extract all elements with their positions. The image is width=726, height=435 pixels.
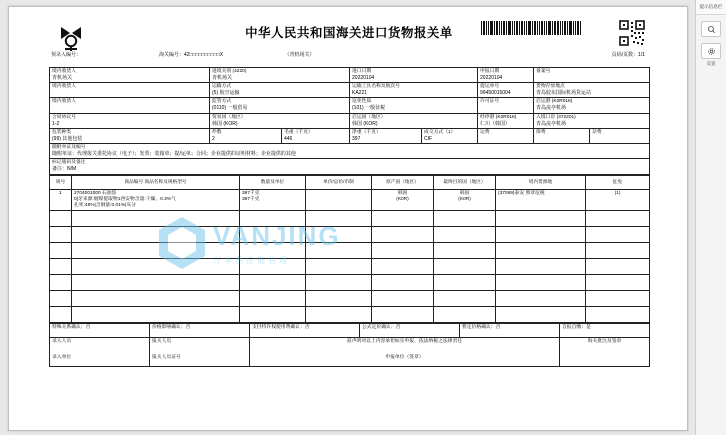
field-declare-date-label: 申报日期 xyxy=(480,69,500,74)
table-row xyxy=(50,306,650,322)
field-record-no-label: 备案号 xyxy=(536,69,551,74)
confirm-price-influence-label: 价格影响确认： xyxy=(152,324,186,330)
goods-blank-origin xyxy=(372,274,434,290)
confirm-self-declare xyxy=(560,323,650,337)
goods-blank-origin xyxy=(372,306,434,322)
goods-blank-no xyxy=(50,258,72,274)
field-contract-label: 合同协议号 xyxy=(52,114,76,120)
table-row xyxy=(50,323,650,337)
field-marks-value: 备注：N/M xyxy=(52,166,77,173)
field-bill-no xyxy=(478,83,534,98)
customs-number xyxy=(159,51,315,58)
goods-blank-qty xyxy=(240,258,306,274)
goods-blank-final xyxy=(434,290,496,306)
field-import-date-label: 进口日期 xyxy=(352,69,372,74)
field-import-date-value: 20220104 xyxy=(352,74,375,81)
goods-blank-price xyxy=(306,290,372,306)
field-supervision-mode-label: 监管方式 xyxy=(212,99,232,105)
goods-blank-levy xyxy=(586,274,650,290)
declaration-form xyxy=(49,15,649,367)
customs-note-cell xyxy=(560,337,650,366)
goods-cell-qty xyxy=(240,189,306,210)
field-bill-no-value: 99450015004 xyxy=(480,90,511,97)
field-destination xyxy=(534,113,650,128)
gear-icon xyxy=(707,47,716,56)
field-contract-value: 1-2 xyxy=(52,120,60,127)
customs-number-value: 42□□□□□□□□□□X xyxy=(184,52,224,58)
goods-blank-domestic xyxy=(496,306,586,322)
field-seal xyxy=(50,128,210,143)
goods-blank-domestic xyxy=(496,242,586,258)
field-transport-mode-value: (5) 航空运输 xyxy=(212,90,240,97)
field-pieces xyxy=(210,128,282,143)
goods-blank-domestic xyxy=(496,290,586,306)
customs-note-label: 海关批注及签章 xyxy=(587,338,622,344)
field-consumer-unit-label: 境内收货人 xyxy=(52,99,76,105)
goods-blank-final xyxy=(434,242,496,258)
goods-blank-price xyxy=(306,226,372,242)
goods-cell-code: 2704001000 石油焦 xyxy=(74,190,117,196)
confirmation-table xyxy=(49,323,650,367)
goods-cell-final-code: (K0R) xyxy=(458,196,471,202)
goods-blank-name xyxy=(72,274,240,290)
field-transport-name xyxy=(350,83,478,98)
field-entry-port-value: 仁川（韩国） xyxy=(480,120,511,127)
field-transport-mode-label: 运输方式 xyxy=(212,84,232,90)
field-origin-port xyxy=(534,98,650,113)
field-pieces-label: 件数 xyxy=(212,129,222,135)
field-entry-port-code: (K0R018) xyxy=(495,114,517,120)
barcode xyxy=(481,21,611,35)
table-row xyxy=(50,83,650,98)
goods-blank-origin xyxy=(372,226,434,242)
goods-blank-qty xyxy=(240,274,306,290)
goods-blank-levy xyxy=(586,306,650,322)
field-trade-country-label: 贸易国（地区） xyxy=(212,114,246,120)
table-row xyxy=(50,290,650,306)
field-goods-location-label: 货物存放地点 xyxy=(536,84,565,90)
right-rail xyxy=(695,0,726,435)
table-row xyxy=(50,113,650,128)
confirm-formula-price-value: 否 xyxy=(395,324,401,330)
field-exemption-label: 征免性质 xyxy=(352,99,372,105)
field-destination-label: 入境口岸 xyxy=(536,114,556,120)
field-misc-label: 杂费 xyxy=(592,129,602,135)
field-transport-mode xyxy=(210,83,350,98)
field-gross-weight xyxy=(282,128,350,143)
goods-blank-no xyxy=(50,290,72,306)
goods-cell-spec: 0]牙来源:烟煤提取物1西安物含量:干燥、0.3%气 xyxy=(74,196,176,202)
qr-code xyxy=(619,20,645,46)
goods-blank-origin xyxy=(372,258,434,274)
goods-blank-name xyxy=(72,226,240,242)
field-exemption-value: (101) 一般征税 xyxy=(352,105,386,112)
field-import-port xyxy=(210,68,350,83)
page-title: 中华人民共和国海关进口货物报关单 xyxy=(245,26,453,40)
table-row xyxy=(50,210,650,226)
goods-blank-origin xyxy=(372,242,434,258)
table-row xyxy=(50,128,650,143)
field-marks-label: 标记唛码及备注 xyxy=(52,160,86,166)
goods-blank-levy xyxy=(586,226,650,242)
table-row xyxy=(50,68,650,83)
goods-blank-domestic xyxy=(496,274,586,290)
confirm-royalty xyxy=(250,323,360,337)
field-net-weight-label: 净重（千克） xyxy=(352,129,381,135)
field-attachments-value: 随附单证：代理报关委托协议（电子）；发票；装箱单；提/运单；合同；企业提供的证明材料；企业提供的其他 xyxy=(52,151,296,158)
goods-cell-levy: (1) xyxy=(586,189,650,210)
field-origin-port-label: 启运港 xyxy=(536,99,551,105)
entry-unit-label: 录入单位 xyxy=(52,354,72,360)
rail-top-label: 提示信息栏 xyxy=(696,0,726,15)
field-misc xyxy=(590,128,650,143)
goods-cell-no: 1 xyxy=(50,189,72,210)
field-attachments-label: 随附单证及编号 xyxy=(52,145,86,151)
goods-blank-final xyxy=(434,210,496,226)
settings-label: 设置 xyxy=(706,61,716,66)
goods-cell-spec2: 孔率:48%|含铜量:0.01%|灰分 xyxy=(74,202,136,208)
field-net-weight-value: 397 xyxy=(352,135,361,142)
field-supervision-mode-value: (0110) 一般贸易 xyxy=(212,105,248,112)
field-exemption xyxy=(350,98,478,113)
field-trade-term-label: 成交方式（1） xyxy=(424,129,456,135)
field-transport-name-label: 运输工具名称及航次号 xyxy=(352,84,400,90)
field-insurance xyxy=(534,128,590,143)
field-goods-location xyxy=(534,83,650,98)
field-ship-country-value: 韩国 (KOR) xyxy=(352,120,378,127)
watermark-subtext: 万享供应链管理 xyxy=(213,255,290,265)
goods-cell-origin xyxy=(372,189,434,210)
goods-blank-qty xyxy=(240,242,306,258)
field-consignee xyxy=(50,68,210,83)
goods-cell-price xyxy=(306,189,372,210)
field-transport-name-value: KA221 xyxy=(352,90,368,97)
field-freight xyxy=(478,128,534,143)
preentry-number: 预录入编号： xyxy=(51,52,82,58)
page-sheet xyxy=(8,6,688,431)
customs-number-port: （青机场关） xyxy=(284,52,315,58)
field-net-weight xyxy=(350,128,422,143)
field-insurance-label: 保费 xyxy=(536,129,546,135)
confirm-special-relation xyxy=(50,323,150,337)
search-icon xyxy=(707,25,716,34)
goods-col-levy: 征免 xyxy=(586,175,650,189)
agent-person-cell xyxy=(150,337,250,366)
field-consignor-label: 境内收货人 xyxy=(52,84,76,90)
field-entry-port-label: 经停港 xyxy=(480,114,495,120)
goods-cell-qty-2: 397千克 xyxy=(242,196,260,202)
declaration-statement: 兹声明对以上内容承担如实申报、依法纳税之法律责任 xyxy=(346,338,463,344)
customs-number-label: 海关编号： xyxy=(159,52,185,58)
table-row xyxy=(50,189,650,210)
field-marks xyxy=(50,159,650,174)
goods-blank-levy xyxy=(586,290,650,306)
goods-blank-name xyxy=(72,258,240,274)
confirm-special-relation-label: 特殊关系确认： xyxy=(52,324,86,330)
field-pieces-value: 2 xyxy=(212,135,215,142)
field-ship-country-label: 启运国（地区） xyxy=(352,114,386,120)
goods-blank-name xyxy=(72,290,240,306)
goods-blank-qty xyxy=(240,290,306,306)
table-row xyxy=(50,98,650,113)
goods-blank-domestic xyxy=(496,258,586,274)
field-declare-date-value: 20220104 xyxy=(480,74,503,81)
table-row xyxy=(50,258,650,274)
confirm-royalty-value: 否 xyxy=(304,324,310,330)
field-import-port-label: 进境关别 xyxy=(212,69,232,74)
goods-blank-final xyxy=(434,306,496,322)
goods-cell-qty-1: 397千克 xyxy=(242,190,260,196)
entry-person-cell xyxy=(50,337,150,366)
watermark-text: VANJING xyxy=(213,220,341,251)
declaration-unit-label: 申报单位（签章） xyxy=(385,354,424,360)
field-gross-weight-label: 毛重（千克） xyxy=(284,129,313,135)
goods-col-no: 项号 xyxy=(50,175,72,189)
confirm-special-relation-value: 否 xyxy=(85,324,91,330)
goods-blank-origin xyxy=(372,210,434,226)
goods-blank-origin xyxy=(372,290,434,306)
confirm-provisional-price xyxy=(460,323,560,337)
search-button[interactable] xyxy=(701,21,721,37)
goods-col-final: 最终目的国（地区） xyxy=(434,175,496,189)
field-consignee-value: 青机场关 xyxy=(52,74,73,81)
goods-header-row xyxy=(50,175,650,189)
field-freight-label: 运费 xyxy=(480,129,490,135)
confirm-price-influence-value: 否 xyxy=(185,324,191,330)
confirm-formula-price-label: 公式定价确认： xyxy=(362,324,396,330)
goods-blank-levy xyxy=(586,258,650,274)
goods-blank-final xyxy=(434,274,496,290)
field-consumer-unit xyxy=(50,98,210,113)
goods-blank-no xyxy=(50,274,72,290)
page-number: 页码/页数：1/1 xyxy=(611,52,645,58)
goods-blank-price xyxy=(306,258,372,274)
table-row xyxy=(50,337,650,366)
field-destination-value: 青岛流亭机场 xyxy=(536,120,567,127)
goods-cell-final xyxy=(434,189,496,210)
field-licence-label: 许可证号 xyxy=(480,99,500,105)
field-ship-country xyxy=(350,113,478,128)
field-entry-port xyxy=(478,113,534,128)
field-origin-port-code: (K0R018) xyxy=(551,99,573,105)
table-row xyxy=(50,226,650,242)
field-import-port-code: (4220) xyxy=(232,69,247,74)
field-supervision-mode xyxy=(210,98,350,113)
goods-col-domestic: 境内货源地 xyxy=(496,175,586,189)
goods-blank-levy xyxy=(586,242,650,258)
field-attachments xyxy=(50,144,650,159)
goods-col-origin: 原产国（地区） xyxy=(372,175,434,189)
field-destination-code: (372201) xyxy=(556,114,576,120)
goods-blank-name xyxy=(72,306,240,322)
goods-cell-origin-name: 韩国 xyxy=(397,190,408,196)
goods-table xyxy=(49,175,650,323)
field-trade-country-value: 韩国 (KOR) xyxy=(212,120,238,127)
goods-blank-qty xyxy=(240,210,306,226)
field-origin-port-value: 青岛流亭机场 xyxy=(536,105,567,112)
field-consignee-label: 境内收货人 xyxy=(52,69,76,74)
settings-button[interactable] xyxy=(701,43,721,59)
goods-blank-price xyxy=(306,210,372,226)
field-consignor xyxy=(50,83,210,98)
goods-col-price: 单价/总价/币制 xyxy=(306,175,372,189)
goods-col-name: 商品编号 商品名称及规格型号 xyxy=(72,175,240,189)
entry-person-label: 录入人员 xyxy=(52,338,72,344)
goods-col-qty: 数量及单位 xyxy=(240,175,306,189)
goods-cell-final-name: 韩国 xyxy=(459,190,470,196)
goods-blank-qty xyxy=(240,226,306,242)
field-trade-country xyxy=(210,113,350,128)
goods-cell-name xyxy=(72,189,240,210)
goods-blank-final xyxy=(434,258,496,274)
field-record-no xyxy=(534,68,650,83)
table-row xyxy=(50,159,650,174)
goods-blank-no xyxy=(50,242,72,258)
confirm-price-influence xyxy=(150,323,250,337)
goods-blank-qty xyxy=(240,306,306,322)
confirm-self-declare-value: 是 xyxy=(586,324,591,330)
goods-blank-price xyxy=(306,274,372,290)
confirm-provisional-price-value: 否 xyxy=(495,324,501,330)
goods-blank-no xyxy=(50,210,72,226)
goods-cell-origin-code: (K0R) xyxy=(396,196,409,202)
goods-blank-no xyxy=(50,306,72,322)
goods-blank-price xyxy=(306,242,372,258)
field-seal-label: 包装种类 xyxy=(52,129,72,135)
field-import-date xyxy=(350,68,478,83)
table-row xyxy=(50,274,650,290)
field-gross-weight-value: 446 xyxy=(284,135,293,142)
agent-cert-label: 报关人员证号 xyxy=(152,354,181,360)
field-declare-date xyxy=(478,68,534,83)
confirm-provisional-price-label: 暂定价格确认： xyxy=(462,324,496,330)
goods-blank-final xyxy=(434,226,496,242)
field-bill-no-label: 提运单号 xyxy=(480,84,500,90)
declaration-statement-cell xyxy=(250,337,560,366)
goods-blank-name xyxy=(72,210,240,226)
goods-blank-name xyxy=(72,242,240,258)
goods-blank-price xyxy=(306,306,372,322)
confirm-self-declare-label: 自报自缴： xyxy=(562,324,586,330)
confirm-formula-price xyxy=(360,323,460,337)
goods-blank-domestic xyxy=(496,210,586,226)
confirm-royalty-label: 支付特许权使用费确认： xyxy=(252,324,305,330)
goods-blank-no xyxy=(50,226,72,242)
form-header xyxy=(49,15,649,67)
field-trade-term xyxy=(422,128,478,143)
field-licence xyxy=(478,98,534,113)
field-trade-term-value: CIF xyxy=(424,135,433,142)
declaration-table xyxy=(49,67,650,175)
goods-blank-levy xyxy=(586,210,650,226)
goods-blank-domestic xyxy=(496,226,586,242)
field-goods-location-value: 青岛胶东国际机场货运站 xyxy=(536,90,592,97)
field-import-port-value: 青机场关 xyxy=(212,74,233,81)
field-contract xyxy=(50,113,210,128)
goods-cell-domestic: (37069)泰安 照章征税 xyxy=(496,189,586,210)
field-seal-value: (99) 其他包装 xyxy=(52,135,83,142)
agent-person-label: 报关人员 xyxy=(152,338,172,344)
table-row xyxy=(50,242,650,258)
table-row xyxy=(50,144,650,159)
